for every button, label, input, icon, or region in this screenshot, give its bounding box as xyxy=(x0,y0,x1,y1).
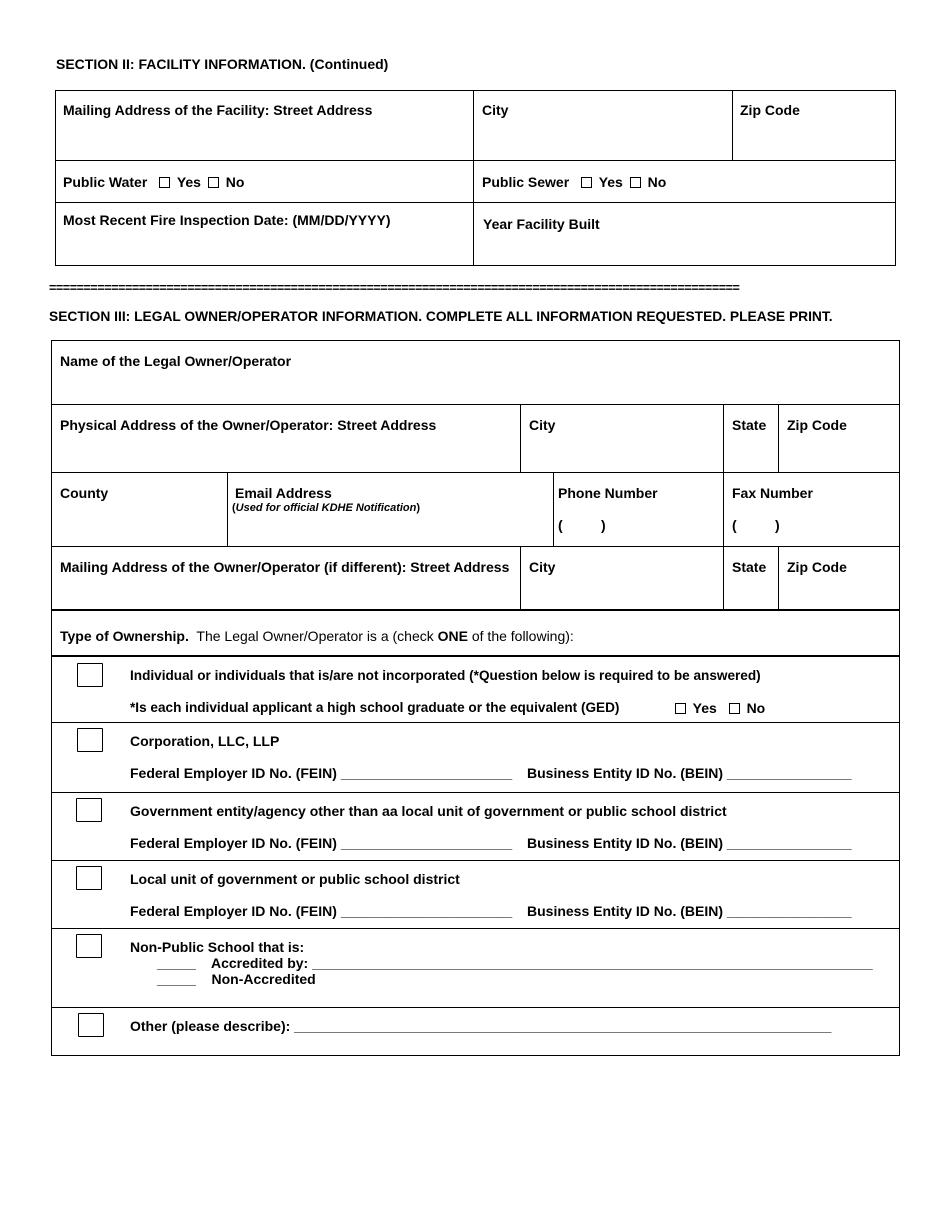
facility-city-label: City xyxy=(482,102,509,118)
ownership-local-unit-checkbox[interactable] xyxy=(76,866,102,890)
ownership-local-unit-label: Local unit of government or public school district xyxy=(130,871,460,887)
fax-label: Fax Number xyxy=(732,485,813,501)
facility-zip-label: Zip Code xyxy=(740,102,800,118)
owner-mailing-address-label: Mailing Address of the Owner/Operator (if different): Street Address xyxy=(60,559,510,575)
ownership-corporation-checkbox[interactable] xyxy=(77,728,103,752)
corporation-bein: Business Entity ID No. (BEIN) ________________ xyxy=(527,765,852,781)
ownership-individual-label: Individual or individuals that is/are not incorporated (*Question below is required to be answered) xyxy=(130,668,761,683)
physical-address-label: Physical Address of the Owner/Operator: Street Address xyxy=(60,417,437,433)
section-3-title: SECTION III: LEGAL OWNER/OPERATOR INFORMATION. COMPLETE ALL INFORMATION REQUESTED. PLEASE PRINT. xyxy=(49,309,833,324)
ownership-other-checkbox[interactable] xyxy=(78,1013,104,1037)
government-fein: Federal Employer ID No. (FEIN) ______________________ xyxy=(130,835,513,851)
mailing-city-label: City xyxy=(529,559,556,575)
public-water-field xyxy=(63,174,244,190)
ownership-heading: Type of Ownership. The Legal Owner/Operator is a (check ONE of the following): xyxy=(60,628,574,644)
ownership-government-checkbox[interactable] xyxy=(76,798,102,822)
physical-zip-label: Zip Code xyxy=(787,417,847,433)
fire-inspection-label: Most Recent Fire Inspection Date: (MM/DD/YYYY) xyxy=(63,212,391,228)
mailing-zip-label: Zip Code xyxy=(787,559,847,575)
yes-label: Yes xyxy=(176,174,201,190)
section-divider: ==================================================================================================== xyxy=(49,281,740,295)
yes-label: Yes xyxy=(692,700,717,716)
county-label: County xyxy=(60,485,109,501)
owner-name-label: Name of the Legal Owner/Operator xyxy=(60,353,292,369)
section-2-title: SECTION II: FACILITY INFORMATION. (Continued) xyxy=(56,56,389,72)
ownership-other-label: Other (please describe): _____________________________________________________________________ xyxy=(130,1018,832,1034)
public-water-label: Public Water xyxy=(63,174,148,190)
no-label: No xyxy=(746,700,766,716)
yes-label: Yes xyxy=(598,174,623,190)
public-water-yes-checkbox[interactable] xyxy=(159,177,170,188)
ged-answer xyxy=(672,700,765,716)
ged-yes-checkbox[interactable] xyxy=(675,703,686,714)
accredited-by-line: _____ Accredited by: ________________________________________________________________________ xyxy=(157,955,873,971)
corporation-fein: Federal Employer ID No. (FEIN) ______________________ xyxy=(130,765,513,781)
local-unit-bein: Business Entity ID No. (BEIN) ________________ xyxy=(527,903,852,919)
phone-label: Phone Number xyxy=(558,485,658,501)
public-sewer-no-checkbox[interactable] xyxy=(630,177,641,188)
phone-paren-close: ) xyxy=(601,517,606,533)
mailing-state-label: State xyxy=(732,559,767,575)
fax-paren-close: ) xyxy=(775,517,780,533)
ownership-non-public-school-label: Non-Public School that is: xyxy=(130,939,305,955)
ownership-individual-checkbox[interactable] xyxy=(77,663,103,687)
email-note: (Used for official KDHE Notification) xyxy=(232,502,421,514)
non-accredited-line: _____ Non-Accredited xyxy=(157,971,316,987)
ownership-corporation-label: Corporation, LLC, LLP xyxy=(130,733,280,749)
public-sewer-label: Public Sewer xyxy=(482,174,570,190)
fax-paren-open: ( xyxy=(732,517,737,533)
public-sewer-field xyxy=(482,174,666,190)
no-label: No xyxy=(647,174,667,190)
government-bein: Business Entity ID No. (BEIN) ________________ xyxy=(527,835,852,851)
facility-mailing-address-label: Mailing Address of the Facility: Street Address xyxy=(63,102,373,118)
phone-paren-open: ( xyxy=(558,517,563,533)
year-built-label: Year Facility Built xyxy=(483,216,600,232)
public-water-no-checkbox[interactable] xyxy=(208,177,219,188)
ged-question: *Is each individual applicant a high school graduate or the equivalent (GED) xyxy=(130,700,620,715)
ownership-non-public-school-checkbox[interactable] xyxy=(76,934,102,958)
ownership-government-label: Government entity/agency other than aa local unit of government or public school district xyxy=(130,803,727,819)
physical-state-label: State xyxy=(732,417,767,433)
physical-city-label: City xyxy=(529,417,556,433)
email-label: Email Address xyxy=(235,485,332,501)
local-unit-fein: Federal Employer ID No. (FEIN) ______________________ xyxy=(130,903,513,919)
ged-no-checkbox[interactable] xyxy=(729,703,740,714)
public-sewer-yes-checkbox[interactable] xyxy=(581,177,592,188)
no-label: No xyxy=(225,174,245,190)
